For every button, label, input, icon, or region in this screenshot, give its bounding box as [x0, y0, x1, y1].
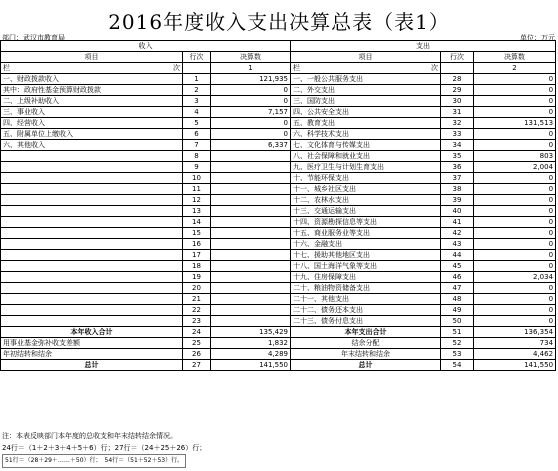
income-section-header: 收入 [1, 41, 291, 52]
expense-item-label: 十八、国土海洋气象等支出 [291, 261, 441, 272]
income-row-number: 3 [183, 96, 211, 107]
budget-table [0, 40, 556, 371]
income-row-number: 1 [183, 74, 211, 85]
column-header-row [1, 52, 556, 63]
expense-amount: 0 [474, 74, 556, 85]
income-item-label [1, 162, 183, 173]
expense-amount: 0 [474, 85, 556, 96]
expense-amount: 0 [474, 184, 556, 195]
expense-amount: 0 [474, 261, 556, 272]
expense-item-label: 七、文化体育与传媒支出 [291, 140, 441, 151]
expense-row-number: 36 [441, 162, 474, 173]
income-item-label [1, 206, 183, 217]
income-summary-value: 135,429 [211, 327, 291, 338]
income-row-number: 8 [183, 151, 211, 162]
table-row [1, 261, 556, 272]
table-row [1, 305, 556, 316]
income-item-label [1, 283, 183, 294]
table-row [1, 107, 556, 118]
income-row-number: 17 [183, 250, 211, 261]
expense-summary-label: 年末结转和结余 [291, 349, 441, 360]
table-row [1, 272, 556, 283]
income-amount: 0 [211, 85, 291, 96]
income-row-number: 22 [183, 305, 211, 316]
expense-summary-row: 52 [441, 338, 474, 349]
expense-row-number: 43 [441, 239, 474, 250]
expense-row-number: 30 [441, 96, 474, 107]
income-summary-label: 年初结转和结余 [1, 349, 183, 360]
footnote-line: 24行＝（1＋2＋3＋4＋5＋6）行；27行＝（24＋25＋26）行； [2, 444, 207, 452]
income-item-label [1, 294, 183, 305]
income-summary-value: 141,550 [211, 360, 291, 371]
expense-row-number: 41 [441, 217, 474, 228]
expense-section-header: 支出 [291, 41, 556, 52]
table-row [1, 239, 556, 250]
income-amount [211, 228, 291, 239]
expense-amount: 0 [474, 107, 556, 118]
income-amount: 0 [211, 96, 291, 107]
income-row-number: 20 [183, 283, 211, 294]
expense-item-label: 六、科学技术支出 [291, 129, 441, 140]
department-label: 部门：武汉市教育局 [2, 34, 65, 42]
income-amount [211, 162, 291, 173]
income-item-label: 五、附属单位上缴收入 [1, 129, 183, 140]
income-amount [211, 206, 291, 217]
table-row [1, 85, 556, 96]
table-row [1, 184, 556, 195]
income-amount [211, 316, 291, 327]
income-row-number: 19 [183, 272, 211, 283]
income-row-number: 7 [183, 140, 211, 151]
income-item-label [1, 173, 183, 184]
income-summary-label: 总计 [1, 360, 183, 371]
income-amount [211, 195, 291, 206]
expense-summary-row: 53 [441, 349, 474, 360]
income-amount [211, 239, 291, 250]
income-amount [211, 217, 291, 228]
income-lanci-cell [1, 63, 183, 74]
expense-summary-value: 141,550 [474, 360, 556, 371]
income-item-label: 其中：政府性基金预算财政拨款 [1, 85, 183, 96]
table-row [1, 173, 556, 184]
income-amount [211, 305, 291, 316]
income-row-header: 行次 [183, 52, 211, 63]
income-amount [211, 151, 291, 162]
expense-row-number: 32 [441, 118, 474, 129]
income-amount: 121,935 [211, 74, 291, 85]
expense-summary-label: 结余分配 [291, 338, 441, 349]
expense-row-number: 35 [441, 151, 474, 162]
income-item-label [1, 305, 183, 316]
footnote-line: 51行＝（28＋29＋……＋50）行； 54行＝（51＋52＋53）行。 [2, 454, 186, 468]
income-row-number: 11 [183, 184, 211, 195]
income-item-label [1, 195, 183, 206]
expense-row-number: 33 [441, 129, 474, 140]
unit-label: 单位：万元 [520, 34, 555, 42]
income-amount: 0 [211, 129, 291, 140]
income-amount [211, 294, 291, 305]
income-item-label [1, 239, 183, 250]
income-row-number: 21 [183, 294, 211, 305]
expense-row-number: 42 [441, 228, 474, 239]
expense-item-label: 二十一、其他支出 [291, 294, 441, 305]
expense-item-label: 三、国防支出 [291, 96, 441, 107]
income-row-number: 16 [183, 239, 211, 250]
expense-amount: 0 [474, 239, 556, 250]
income-item-label [1, 250, 183, 261]
income-amount: 0 [211, 118, 291, 129]
income-amount [211, 261, 291, 272]
expense-item-label: 十一、城乡社区支出 [291, 184, 441, 195]
expense-item-label: 二十、粮油物资储备支出 [291, 283, 441, 294]
expense-row-number: 37 [441, 173, 474, 184]
expense-amount: 0 [474, 250, 556, 261]
income-row-number: 5 [183, 118, 211, 129]
expense-amount: 0 [474, 228, 556, 239]
section-header-row [1, 41, 556, 52]
expense-amount: 0 [474, 206, 556, 217]
expense-row-number: 34 [441, 140, 474, 151]
expense-row-header: 行次 [441, 52, 474, 63]
expense-item-label: 十六、金融支出 [291, 239, 441, 250]
income-summary-label: 本年收入合计 [1, 327, 183, 338]
expense-row-number: 49 [441, 305, 474, 316]
expense-amount: 803 [474, 151, 556, 162]
income-summary-label: 用事业基金弥补收支差额 [1, 338, 183, 349]
income-summary-row: 26 [183, 349, 211, 360]
expense-row-number: 47 [441, 283, 474, 294]
income-row-number: 14 [183, 217, 211, 228]
expense-row-number: 38 [441, 184, 474, 195]
table-row [1, 195, 556, 206]
expense-summary-row: 51 [441, 327, 474, 338]
table-row [1, 250, 556, 261]
fund-row [1, 338, 556, 349]
expense-item-label: 五、教育支出 [291, 118, 441, 129]
expense-amount: 0 [474, 294, 556, 305]
table-row [1, 74, 556, 85]
expense-item-label: 四、公共安全支出 [291, 107, 441, 118]
footnote-line: 注：本表反映部门本年度的总收支和年末结转结余情况。 [2, 432, 177, 440]
expense-amount: 2,004 [474, 162, 556, 173]
lan-label: 栏 [3, 63, 10, 72]
expense-amount-header: 决算数 [474, 52, 556, 63]
income-row-number: 9 [183, 162, 211, 173]
expense-summary-label: 本年支出合计 [291, 327, 441, 338]
budget-table-body [1, 41, 556, 371]
expense-row-number: 40 [441, 206, 474, 217]
income-item-label [1, 217, 183, 228]
income-item-label: 六、其他收入 [1, 140, 183, 151]
ci-label: 次 [173, 63, 180, 72]
total-row [1, 327, 556, 338]
expense-item-label: 一、一般公共服务支出 [291, 74, 441, 85]
expense-item-label: 十七、援助其他地区支出 [291, 250, 441, 261]
expense-item-label: 十二、农林水支出 [291, 195, 441, 206]
expense-row-number: 46 [441, 272, 474, 283]
income-item-label: 三、事业收入 [1, 107, 183, 118]
income-summary-value: 4,289 [211, 349, 291, 360]
income-lanci-row-cell [183, 63, 211, 74]
ci-label: 次 [431, 63, 439, 72]
income-amount [211, 250, 291, 261]
income-item-label: 二、上级补助收入 [1, 96, 183, 107]
table-row [1, 228, 556, 239]
income-row-number: 23 [183, 316, 211, 327]
expense-item-label: 十、节能环保支出 [291, 173, 441, 184]
expense-item-label: 十五、商业服务业等支出 [291, 228, 441, 239]
expense-amount: 0 [474, 96, 556, 107]
column-number-row [1, 63, 556, 74]
footnotes [2, 430, 206, 468]
income-item-label [1, 316, 183, 327]
income-item-label: 一、财政拨款收入 [1, 74, 183, 85]
table-row [1, 140, 556, 151]
expense-row-number: 44 [441, 250, 474, 261]
income-amount [211, 184, 291, 195]
table-row [1, 162, 556, 173]
income-row-number: 12 [183, 195, 211, 206]
income-amount: 6,337 [211, 140, 291, 151]
expense-row-number: 48 [441, 294, 474, 305]
expense-amount: 0 [474, 316, 556, 327]
income-amount: 7,157 [211, 107, 291, 118]
income-summary-row: 27 [183, 360, 211, 371]
expense-item-label: 二十二、债务还本支出 [291, 305, 441, 316]
expense-amount: 0 [474, 129, 556, 140]
table-row [1, 206, 556, 217]
income-amount [211, 272, 291, 283]
income-row-number: 10 [183, 173, 211, 184]
table-row [1, 118, 556, 129]
expense-summary-row: 54 [441, 360, 474, 371]
income-amount-header: 决算数 [211, 52, 291, 63]
expense-item-label: 十三、交通运输支出 [291, 206, 441, 217]
expense-item-header: 项目 [291, 52, 441, 63]
expense-row-number: 28 [441, 74, 474, 85]
expense-amount: 0 [474, 283, 556, 294]
income-row-number: 13 [183, 206, 211, 217]
table-row [1, 283, 556, 294]
expense-item-label: 九、医疗卫生与计划生育支出 [291, 162, 441, 173]
income-item-label [1, 261, 183, 272]
expense-lanci-row-cell [441, 63, 474, 74]
table-row [1, 316, 556, 327]
expense-row-number: 29 [441, 85, 474, 96]
expense-row-number: 39 [441, 195, 474, 206]
table-row [1, 129, 556, 140]
income-item-label [1, 184, 183, 195]
table-row [1, 96, 556, 107]
table-row [1, 151, 556, 162]
income-item-header: 项目 [1, 52, 183, 63]
income-summary-row: 25 [183, 338, 211, 349]
expense-summary-label: 总计 [291, 360, 441, 371]
expense-summary-value: 4,462 [474, 349, 556, 360]
income-summary-value: 1,832 [211, 338, 291, 349]
expense-lanci-cell [291, 63, 441, 74]
expense-amount: 0 [474, 217, 556, 228]
income-item-label: 四、经营收入 [1, 118, 183, 129]
income-row-number: 15 [183, 228, 211, 239]
table-row [1, 294, 556, 305]
income-row-number: 6 [183, 129, 211, 140]
expense-amount: 0 [474, 173, 556, 184]
expense-amount: 0 [474, 140, 556, 151]
table-row [1, 217, 556, 228]
lan-label: 栏 [293, 63, 301, 72]
income-amount [211, 283, 291, 294]
expense-item-label: 十九、住房保障支出 [291, 272, 441, 283]
carryover-row [1, 349, 556, 360]
expense-amount: 0 [474, 305, 556, 316]
page-title: 2016年度收入支出决算总表（表1） [108, 10, 450, 34]
income-row-number: 4 [183, 107, 211, 118]
income-item-label [1, 151, 183, 162]
expense-amount: 131,513 [474, 118, 556, 129]
income-summary-row: 24 [183, 327, 211, 338]
income-col-number: 1 [211, 63, 291, 74]
income-amount [211, 173, 291, 184]
expense-summary-value: 734 [474, 338, 556, 349]
expense-row-number: 50 [441, 316, 474, 327]
expense-amount: 0 [474, 195, 556, 206]
expense-col-number: 2 [474, 63, 556, 74]
income-item-label [1, 228, 183, 239]
grand-total-row [1, 360, 556, 371]
expense-row-number: 31 [441, 107, 474, 118]
income-row-number: 2 [183, 85, 211, 96]
expense-amount: 2,034 [474, 272, 556, 283]
expense-item-label: 八、社会保障和就业支出 [291, 151, 441, 162]
income-row-number: 18 [183, 261, 211, 272]
income-item-label [1, 272, 183, 283]
expense-row-number: 45 [441, 261, 474, 272]
expense-item-label: 二十三、债务付息支出 [291, 316, 441, 327]
expense-item-label: 十四、资源勘探信息等支出 [291, 217, 441, 228]
expense-summary-value: 136,354 [474, 327, 556, 338]
expense-item-label: 二、外交支出 [291, 85, 441, 96]
